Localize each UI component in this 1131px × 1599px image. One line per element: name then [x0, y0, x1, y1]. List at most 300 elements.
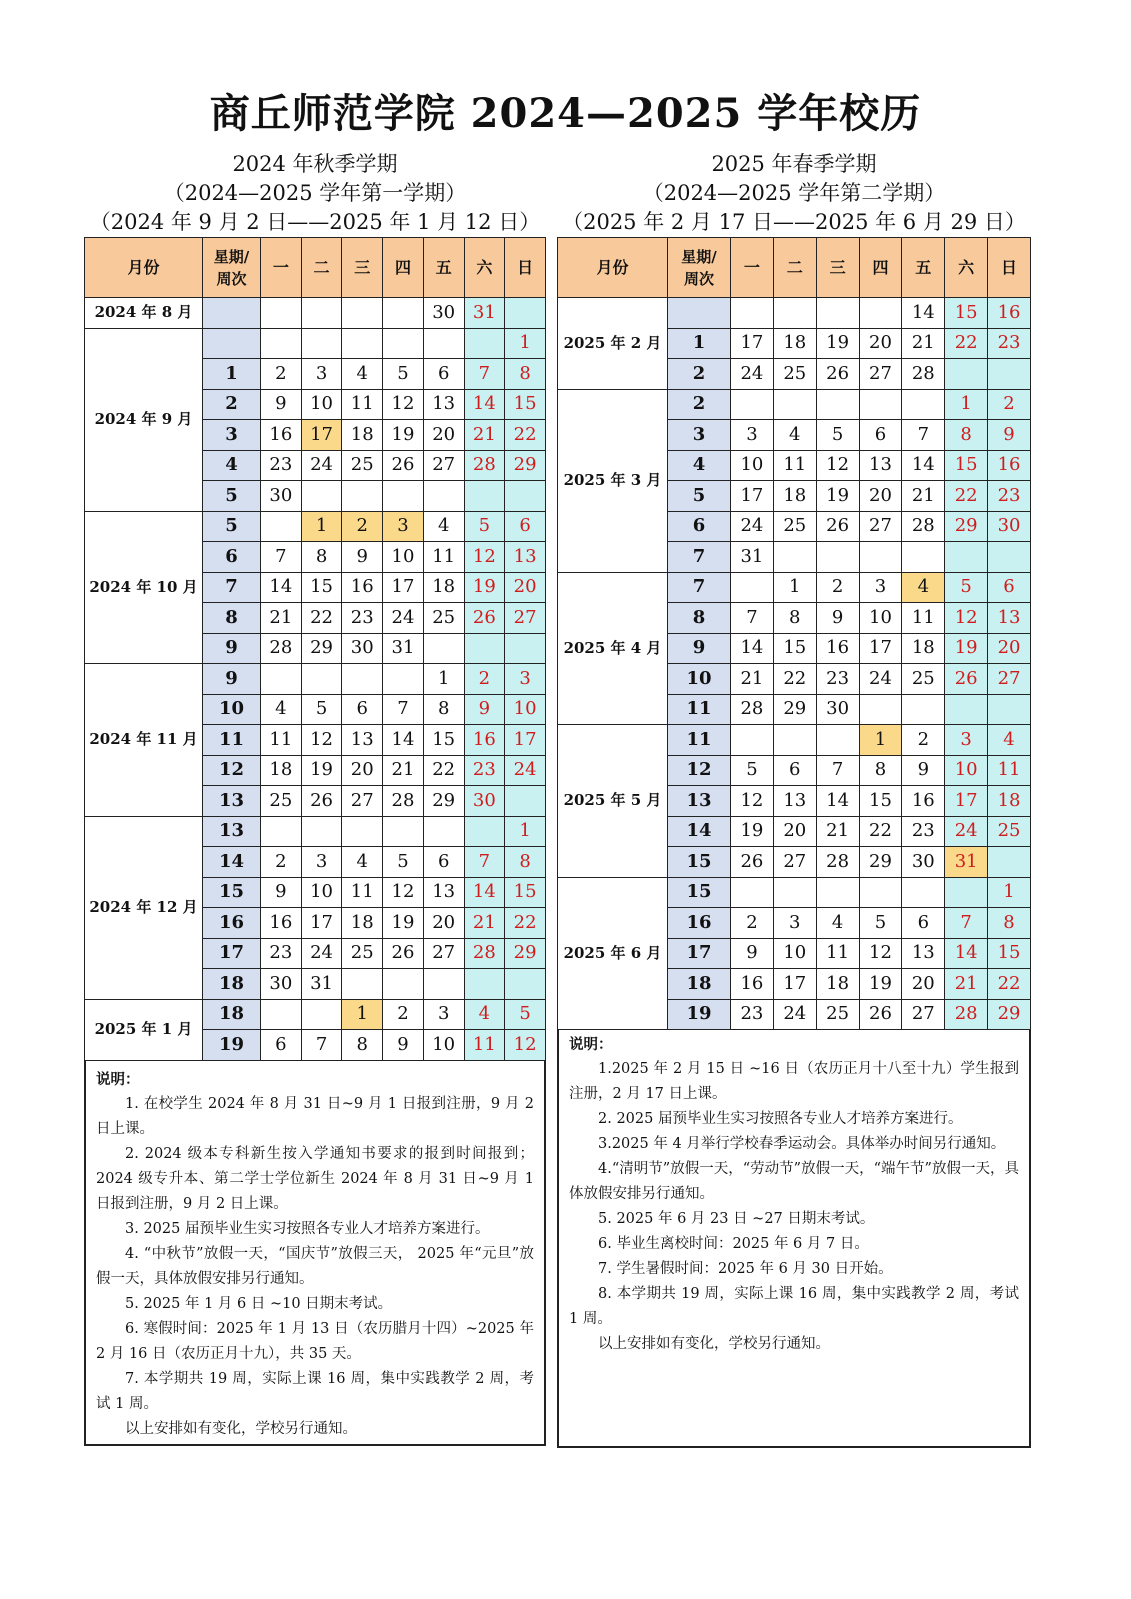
day-cell: 20 [423, 420, 464, 451]
day-cell: 28 [464, 938, 505, 969]
day-cell: 2 [464, 664, 505, 695]
header-day: 日 [505, 238, 546, 298]
day-cell: 8 [988, 908, 1031, 939]
day-cell [423, 481, 464, 512]
day-cell: 16 [988, 298, 1031, 329]
day-cell: 9 [902, 755, 945, 786]
day-cell: 10 [773, 938, 816, 969]
day-cell: 6 [859, 420, 902, 451]
day-cell: 3 [945, 725, 988, 756]
table-row [85, 999, 546, 1030]
day-cell: 27 [859, 359, 902, 390]
day-cell: 10 [505, 694, 546, 725]
day-cell: 5 [505, 999, 546, 1030]
day-cell: 16 [464, 725, 505, 756]
day-cell: 2 [342, 511, 383, 542]
day-cell: 3 [731, 420, 774, 451]
day-cell: 10 [423, 1030, 464, 1061]
day-cell: 7 [902, 420, 945, 451]
day-cell [988, 694, 1031, 725]
month-label: 2025 年 4 月 [558, 572, 668, 725]
day-cell: 30 [342, 633, 383, 664]
header-day: 三 [342, 238, 383, 298]
day-cell: 16 [261, 420, 302, 451]
day-cell: 5 [464, 511, 505, 542]
day-cell: 31 [945, 847, 988, 878]
day-cell: 7 [945, 908, 988, 939]
week-number: 5 [203, 481, 261, 512]
day-cell [301, 664, 342, 695]
day-cell: 13 [505, 542, 546, 573]
week-number: 8 [203, 603, 261, 634]
week-number: 6 [668, 511, 731, 542]
day-cell: 10 [383, 542, 424, 573]
header-day: 四 [859, 238, 902, 298]
day-cell: 23 [988, 328, 1031, 359]
day-cell: 14 [816, 786, 859, 817]
week-number: 2 [203, 389, 261, 420]
day-cell [301, 999, 342, 1030]
day-cell: 20 [988, 633, 1031, 664]
header-day: 二 [773, 238, 816, 298]
day-cell: 8 [342, 1030, 383, 1061]
day-cell [301, 816, 342, 847]
table-row [85, 511, 546, 542]
day-cell [859, 542, 902, 573]
day-cell: 20 [859, 481, 902, 512]
note-item: 7. 学生暑假时间：2025 年 6 月 30 日开始。 [598, 1261, 893, 1277]
fall-heading-2: （2024—2025 学年第一学期） [163, 181, 467, 205]
day-cell: 20 [423, 908, 464, 939]
day-cell: 16 [816, 633, 859, 664]
day-cell: 27 [902, 999, 945, 1030]
day-cell: 13 [423, 877, 464, 908]
day-cell: 4 [773, 420, 816, 451]
day-cell: 13 [859, 450, 902, 481]
day-cell [261, 328, 302, 359]
day-cell: 1 [773, 572, 816, 603]
week-number: 7 [203, 572, 261, 603]
day-cell [773, 542, 816, 573]
day-cell: 2 [988, 389, 1031, 420]
day-cell: 18 [902, 633, 945, 664]
week-number: 18 [203, 999, 261, 1030]
day-cell: 30 [902, 847, 945, 878]
day-cell: 11 [902, 603, 945, 634]
day-cell: 1 [505, 328, 546, 359]
month-label: 2025 年 5 月 [558, 725, 668, 878]
day-cell [988, 847, 1031, 878]
day-cell: 15 [859, 786, 902, 817]
week-number: 8 [668, 603, 731, 634]
day-cell: 20 [773, 816, 816, 847]
week-number: 10 [668, 664, 731, 695]
day-cell: 29 [505, 450, 546, 481]
spring-heading-1: 2025 年春季学期 [711, 152, 877, 176]
day-cell: 12 [859, 938, 902, 969]
day-cell: 19 [301, 755, 342, 786]
month-label: 2025 年 3 月 [558, 389, 668, 572]
day-cell: 26 [816, 511, 859, 542]
day-cell: 26 [464, 603, 505, 634]
week-number: 1 [203, 359, 261, 390]
day-cell: 17 [859, 633, 902, 664]
day-cell: 28 [945, 999, 988, 1030]
day-cell [816, 298, 859, 329]
day-cell: 21 [383, 755, 424, 786]
table-row [558, 389, 1031, 420]
day-cell [423, 969, 464, 1000]
day-cell [383, 664, 424, 695]
day-cell: 27 [859, 511, 902, 542]
day-cell: 30 [261, 481, 302, 512]
day-cell [342, 816, 383, 847]
spring-heading-2: （2024—2025 学年第二学期） [642, 181, 946, 205]
day-cell [342, 969, 383, 1000]
day-cell: 8 [945, 420, 988, 451]
day-cell: 15 [505, 877, 546, 908]
day-cell: 21 [464, 908, 505, 939]
day-cell: 15 [773, 633, 816, 664]
day-cell: 5 [383, 847, 424, 878]
day-cell [261, 298, 302, 329]
day-cell: 22 [859, 816, 902, 847]
day-cell [342, 328, 383, 359]
day-cell: 16 [261, 908, 302, 939]
note-item: 2. 2024 级本专科新生按入学通知书要求的报到时间报到；2024 级专升本、第二学士学位新生 2024 年 8 月 31 日~9 月 1 日报到注册，9 月 2 日上课。 [96, 1145, 534, 1212]
note-item: 4.“清明节”放假一天，“劳动节”放假一天，“端午节”放假一天，具体放假安排另行通知。 [569, 1161, 1019, 1202]
day-cell: 14 [902, 450, 945, 481]
day-cell: 12 [383, 877, 424, 908]
day-cell: 13 [988, 603, 1031, 634]
day-cell: 14 [383, 725, 424, 756]
day-cell: 11 [773, 450, 816, 481]
day-cell: 6 [773, 755, 816, 786]
day-cell [342, 298, 383, 329]
day-cell: 4 [261, 694, 302, 725]
day-cell [464, 481, 505, 512]
day-cell: 19 [383, 420, 424, 451]
week-number: 13 [668, 786, 731, 817]
day-cell [464, 328, 505, 359]
day-cell: 11 [342, 877, 383, 908]
day-cell: 3 [505, 664, 546, 695]
day-cell: 4 [816, 908, 859, 939]
day-cell: 9 [383, 1030, 424, 1061]
day-cell: 10 [301, 877, 342, 908]
day-cell: 13 [773, 786, 816, 817]
day-cell: 30 [261, 969, 302, 1000]
day-cell: 14 [945, 938, 988, 969]
day-cell [988, 359, 1031, 390]
day-cell [261, 816, 302, 847]
note-item: 2. 2025 届预毕业生实习按照各专业人才培养方案进行。 [598, 1111, 963, 1127]
day-cell [859, 877, 902, 908]
day-cell: 23 [261, 938, 302, 969]
week-number: 11 [203, 725, 261, 756]
day-cell: 11 [988, 755, 1031, 786]
day-cell: 21 [902, 328, 945, 359]
month-label: 2024 年 10 月 [85, 511, 203, 664]
day-cell [301, 328, 342, 359]
day-cell: 17 [505, 725, 546, 756]
day-cell [261, 999, 302, 1030]
day-cell [342, 481, 383, 512]
week-number [203, 328, 261, 359]
day-cell [464, 816, 505, 847]
week-number: 7 [668, 542, 731, 573]
day-cell: 8 [301, 542, 342, 573]
week-number: 18 [668, 969, 731, 1000]
day-cell: 7 [731, 603, 774, 634]
day-cell: 5 [301, 694, 342, 725]
header-month: 月份 [558, 238, 668, 298]
week-number: 17 [668, 938, 731, 969]
day-cell: 28 [902, 511, 945, 542]
day-cell [859, 298, 902, 329]
day-cell: 2 [902, 725, 945, 756]
day-cell: 28 [816, 847, 859, 878]
note-item: 以上安排如有变化，学校另行通知。 [598, 1336, 830, 1352]
day-cell: 20 [859, 328, 902, 359]
week-number: 5 [668, 481, 731, 512]
day-cell [505, 481, 546, 512]
table-row [558, 572, 1031, 603]
fall-calendar-table [84, 237, 546, 1061]
day-cell: 6 [988, 572, 1031, 603]
day-cell: 25 [773, 359, 816, 390]
day-cell: 3 [301, 359, 342, 390]
header-month: 月份 [85, 238, 203, 298]
day-cell: 14 [731, 633, 774, 664]
day-cell: 31 [731, 542, 774, 573]
day-cell: 17 [731, 481, 774, 512]
table-row [558, 298, 1031, 329]
fall-heading-3: （2024 年 9 月 2 日——2025 年 1 月 12 日） [89, 210, 541, 234]
day-cell: 23 [902, 816, 945, 847]
fall-heading-1: 2024 年秋季学期 [232, 152, 398, 176]
day-cell: 7 [383, 694, 424, 725]
day-cell [773, 877, 816, 908]
week-number: 15 [668, 877, 731, 908]
month-label: 2025 年 1 月 [85, 999, 203, 1060]
day-cell: 14 [464, 877, 505, 908]
week-number: 11 [668, 694, 731, 725]
note-item: 3. 2025 届预毕业生实习按照各专业人才培养方案进行。 [125, 1220, 490, 1237]
day-cell: 12 [464, 542, 505, 573]
day-cell: 16 [731, 969, 774, 1000]
day-cell: 4 [342, 359, 383, 390]
day-cell: 18 [816, 969, 859, 1000]
day-cell: 25 [342, 938, 383, 969]
day-cell: 15 [505, 389, 546, 420]
day-cell: 7 [261, 542, 302, 573]
day-cell: 16 [342, 572, 383, 603]
day-cell: 27 [773, 847, 816, 878]
day-cell: 24 [301, 450, 342, 481]
day-cell [731, 572, 774, 603]
day-cell: 19 [816, 328, 859, 359]
day-cell: 1 [342, 999, 383, 1030]
week-number: 17 [203, 938, 261, 969]
week-number: 1 [668, 328, 731, 359]
day-cell: 26 [301, 786, 342, 817]
day-cell: 20 [342, 755, 383, 786]
fall-semester [84, 150, 546, 1446]
day-cell: 3 [383, 511, 424, 542]
day-cell: 6 [261, 1030, 302, 1061]
day-cell: 20 [902, 969, 945, 1000]
week-number: 4 [668, 450, 731, 481]
week-number: 2 [668, 389, 731, 420]
month-label: 2024 年 9 月 [85, 328, 203, 511]
day-cell: 9 [261, 389, 302, 420]
day-cell: 17 [773, 969, 816, 1000]
header-day: 六 [464, 238, 505, 298]
day-cell: 4 [902, 572, 945, 603]
day-cell: 18 [773, 328, 816, 359]
day-cell: 11 [423, 542, 464, 573]
day-cell: 3 [423, 999, 464, 1030]
header-day: 日 [988, 238, 1031, 298]
day-cell [859, 694, 902, 725]
day-cell: 27 [423, 938, 464, 969]
header-day: 二 [301, 238, 342, 298]
week-number: 12 [203, 755, 261, 786]
note-item: 以上安排如有变化，学校另行通知。 [125, 1420, 357, 1437]
day-cell [945, 694, 988, 725]
header-day: 五 [902, 238, 945, 298]
day-cell: 8 [505, 847, 546, 878]
day-cell: 6 [505, 511, 546, 542]
day-cell: 18 [423, 572, 464, 603]
day-cell [902, 542, 945, 573]
day-cell: 2 [816, 572, 859, 603]
day-cell: 27 [342, 786, 383, 817]
day-cell: 1 [988, 877, 1031, 908]
week-number: 18 [203, 969, 261, 1000]
header-week-line: 星期/ [681, 247, 717, 266]
day-cell: 23 [988, 481, 1031, 512]
day-cell: 1 [505, 816, 546, 847]
day-cell: 5 [383, 359, 424, 390]
day-cell: 25 [773, 511, 816, 542]
day-cell: 13 [342, 725, 383, 756]
page-title: 商丘师范学院 2024—2025 学年校历 [209, 90, 922, 137]
week-number: 16 [203, 908, 261, 939]
day-cell: 24 [731, 511, 774, 542]
day-cell: 24 [773, 999, 816, 1030]
day-cell: 15 [301, 572, 342, 603]
day-cell: 22 [773, 664, 816, 695]
day-cell [423, 816, 464, 847]
week-number: 16 [668, 908, 731, 939]
week-number: 9 [203, 664, 261, 695]
day-cell [505, 969, 546, 1000]
day-cell [859, 389, 902, 420]
day-cell: 25 [342, 450, 383, 481]
day-cell: 22 [945, 328, 988, 359]
day-cell: 27 [988, 664, 1031, 695]
spring-calendar-table [557, 237, 1031, 1030]
day-cell: 12 [816, 450, 859, 481]
day-cell: 6 [423, 359, 464, 390]
day-cell [383, 481, 424, 512]
header-week-line: 周次 [683, 269, 714, 288]
day-cell: 5 [859, 908, 902, 939]
day-cell [342, 664, 383, 695]
day-cell: 15 [423, 725, 464, 756]
day-cell: 25 [261, 786, 302, 817]
day-cell [731, 877, 774, 908]
day-cell: 7 [464, 847, 505, 878]
day-cell: 8 [423, 694, 464, 725]
week-number: 19 [668, 999, 731, 1030]
day-cell: 19 [731, 816, 774, 847]
day-cell: 17 [731, 328, 774, 359]
day-cell [464, 969, 505, 1000]
day-cell [383, 816, 424, 847]
day-cell: 4 [988, 725, 1031, 756]
day-cell [945, 359, 988, 390]
day-cell: 19 [816, 481, 859, 512]
day-cell: 29 [773, 694, 816, 725]
day-cell: 11 [464, 1030, 505, 1061]
day-cell: 8 [505, 359, 546, 390]
day-cell [261, 664, 302, 695]
day-cell: 31 [383, 633, 424, 664]
week-number: 11 [668, 725, 731, 756]
day-cell: 26 [731, 847, 774, 878]
day-cell: 9 [988, 420, 1031, 451]
day-cell: 23 [261, 450, 302, 481]
day-cell: 14 [902, 298, 945, 329]
day-cell: 22 [945, 481, 988, 512]
day-cell [731, 389, 774, 420]
day-cell: 28 [383, 786, 424, 817]
day-cell: 5 [731, 755, 774, 786]
day-cell: 9 [464, 694, 505, 725]
day-cell: 18 [342, 908, 383, 939]
day-cell: 25 [816, 999, 859, 1030]
day-cell: 25 [988, 816, 1031, 847]
week-number: 14 [668, 816, 731, 847]
day-cell [423, 633, 464, 664]
day-cell: 30 [816, 694, 859, 725]
day-cell: 13 [423, 389, 464, 420]
day-cell: 21 [816, 816, 859, 847]
day-cell: 6 [902, 908, 945, 939]
header-week-line: 星期/ [213, 247, 250, 266]
month-label: 2024 年 12 月 [85, 816, 203, 999]
day-cell: 23 [342, 603, 383, 634]
header-row [85, 238, 546, 298]
day-cell: 24 [731, 359, 774, 390]
week-number: 15 [203, 877, 261, 908]
day-cell: 5 [816, 420, 859, 451]
day-cell: 19 [383, 908, 424, 939]
week-number: 6 [203, 542, 261, 573]
day-cell [423, 328, 464, 359]
day-cell: 18 [261, 755, 302, 786]
day-cell [816, 542, 859, 573]
day-cell: 7 [301, 1030, 342, 1061]
day-cell [301, 481, 342, 512]
day-cell: 2 [261, 359, 302, 390]
week-number: 9 [668, 633, 731, 664]
day-cell: 15 [945, 450, 988, 481]
day-cell: 8 [773, 603, 816, 634]
